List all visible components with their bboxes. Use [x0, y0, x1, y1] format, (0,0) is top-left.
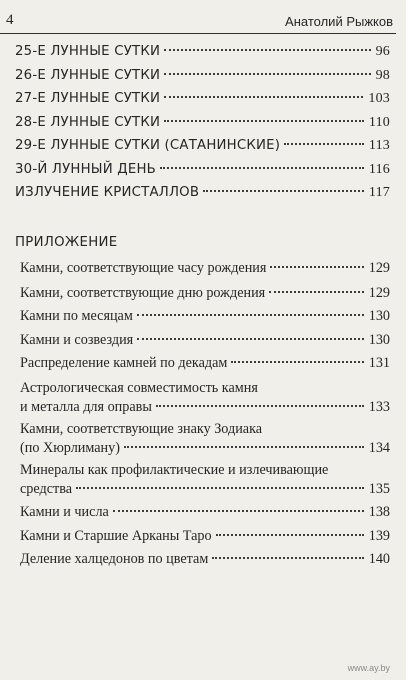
appendix-entry-page: 131 — [368, 355, 390, 371]
appendix-entry-title: и металла для оправы — [20, 399, 152, 415]
toc-entry-page: 103 — [368, 91, 390, 106]
watermark: www.ay.by — [347, 663, 390, 673]
toc-entry-title: 25-Е ЛУННЫЕ СУТКИ — [15, 44, 161, 59]
toc-entry — [15, 64, 390, 88]
dot-leader — [76, 487, 364, 489]
dot-leader — [269, 291, 364, 293]
dot-leader — [212, 557, 363, 559]
appendix-entry-title: Камни, соответствующие дню рождения — [20, 285, 266, 301]
appendix-entry — [20, 527, 390, 546]
dot-leader — [216, 534, 364, 536]
appendix-entry — [20, 420, 390, 458]
toc-entry-page: 96 — [375, 44, 390, 59]
appendix-entry — [20, 550, 390, 569]
appendix-entry-page: 130 — [368, 308, 390, 324]
appendix-entry-title: Астрологическая совместимость камня — [20, 380, 258, 396]
dot-leader — [203, 190, 364, 192]
chapter-list — [15, 40, 390, 205]
header-rule — [0, 33, 396, 34]
dot-leader — [137, 338, 364, 340]
appendix-entry-page: 133 — [368, 399, 390, 415]
dot-leader — [164, 49, 370, 51]
appendix-entry-title: Камни, соответствующие часу рождения — [20, 260, 267, 276]
toc-entry-page: 117 — [368, 185, 390, 200]
appendix-entry — [20, 307, 390, 326]
appendix-entry-page: 134 — [368, 440, 390, 456]
dot-leader — [156, 405, 364, 407]
appendix-entry-title: Распределение камней по декадам — [20, 355, 228, 371]
appendix-entry — [20, 259, 390, 278]
toc-entry-title: 27-Е ЛУННЫЕ СУТКИ — [15, 91, 161, 106]
appendix-entry-title: Камни и числа — [20, 504, 109, 520]
appendix-entry — [20, 379, 390, 417]
running-header-author: Анатолий Рыжков — [285, 14, 393, 29]
dot-leader — [137, 314, 364, 316]
dot-leader — [160, 167, 364, 169]
dot-leader — [231, 361, 363, 363]
toc-entry — [15, 40, 390, 64]
dot-leader — [270, 266, 363, 268]
toc-entry — [15, 158, 390, 182]
toc-entry — [15, 134, 390, 158]
dot-leader — [164, 96, 363, 98]
page-number: 4 — [6, 12, 14, 28]
toc-entry — [15, 87, 390, 111]
appendix-entry-title: средства — [20, 481, 73, 497]
appendix-entry-page: 129 — [368, 285, 390, 301]
appendix-entry-page: 139 — [368, 528, 390, 544]
toc-entry-title: 30-Й ЛУННЫЙ ДЕНЬ — [15, 161, 157, 177]
appendix-entry-page: 129 — [368, 260, 390, 276]
toc-entry-title: ИЗЛУЧЕНИЕ КРИСТАЛЛОВ — [15, 185, 200, 200]
dot-leader — [284, 143, 364, 145]
appendix-entry-title: Деление халцедонов по цветам — [20, 551, 209, 567]
appendix-entry-title: Минералы как профилактические и излечивающие — [20, 462, 329, 478]
dot-leader — [113, 510, 364, 512]
appendix-entry — [20, 284, 390, 303]
toc-entry-page: 116 — [368, 161, 390, 177]
appendix-entry-page: 130 — [368, 332, 390, 348]
dot-leader — [124, 446, 364, 448]
appendix-entry-page: 140 — [368, 551, 390, 567]
dot-leader — [164, 73, 370, 75]
appendix-entry — [20, 354, 390, 373]
appendix-entry-title: Камни и созвездия — [20, 332, 134, 348]
toc-entry-title: 29-Е ЛУННЫЕ СУТКИ (САТАНИНСКИЕ) — [15, 138, 281, 153]
toc-entry-title: 28-Е ЛУННЫЕ СУТКИ — [15, 114, 161, 130]
dot-leader — [164, 120, 364, 122]
toc-entry — [15, 181, 390, 205]
toc-entry-title: 26-Е ЛУННЫЕ СУТКИ — [15, 67, 161, 83]
appendix-title: ПРИЛОЖЕНИЕ — [15, 235, 118, 250]
appendix-entry — [20, 461, 390, 499]
appendix-entry — [20, 331, 390, 350]
appendix-entry-page: 135 — [368, 481, 390, 497]
appendix-entry-title: Камни и Старшие Арканы Таро — [20, 528, 212, 544]
appendix-entry-title: Камни, соответствующие знаку Зодиака — [20, 421, 263, 437]
toc-entry — [15, 111, 390, 135]
appendix-entry-title: (по Хюрлиману) — [20, 440, 120, 456]
toc-entry-page: 113 — [368, 138, 390, 153]
appendix-entry — [20, 503, 390, 522]
appendix-entry-page: 138 — [368, 504, 390, 520]
toc-entry-page: 98 — [375, 67, 390, 83]
toc-entry-page: 110 — [368, 114, 390, 130]
appendix-entry-title: Камни по месяцам — [20, 308, 133, 324]
